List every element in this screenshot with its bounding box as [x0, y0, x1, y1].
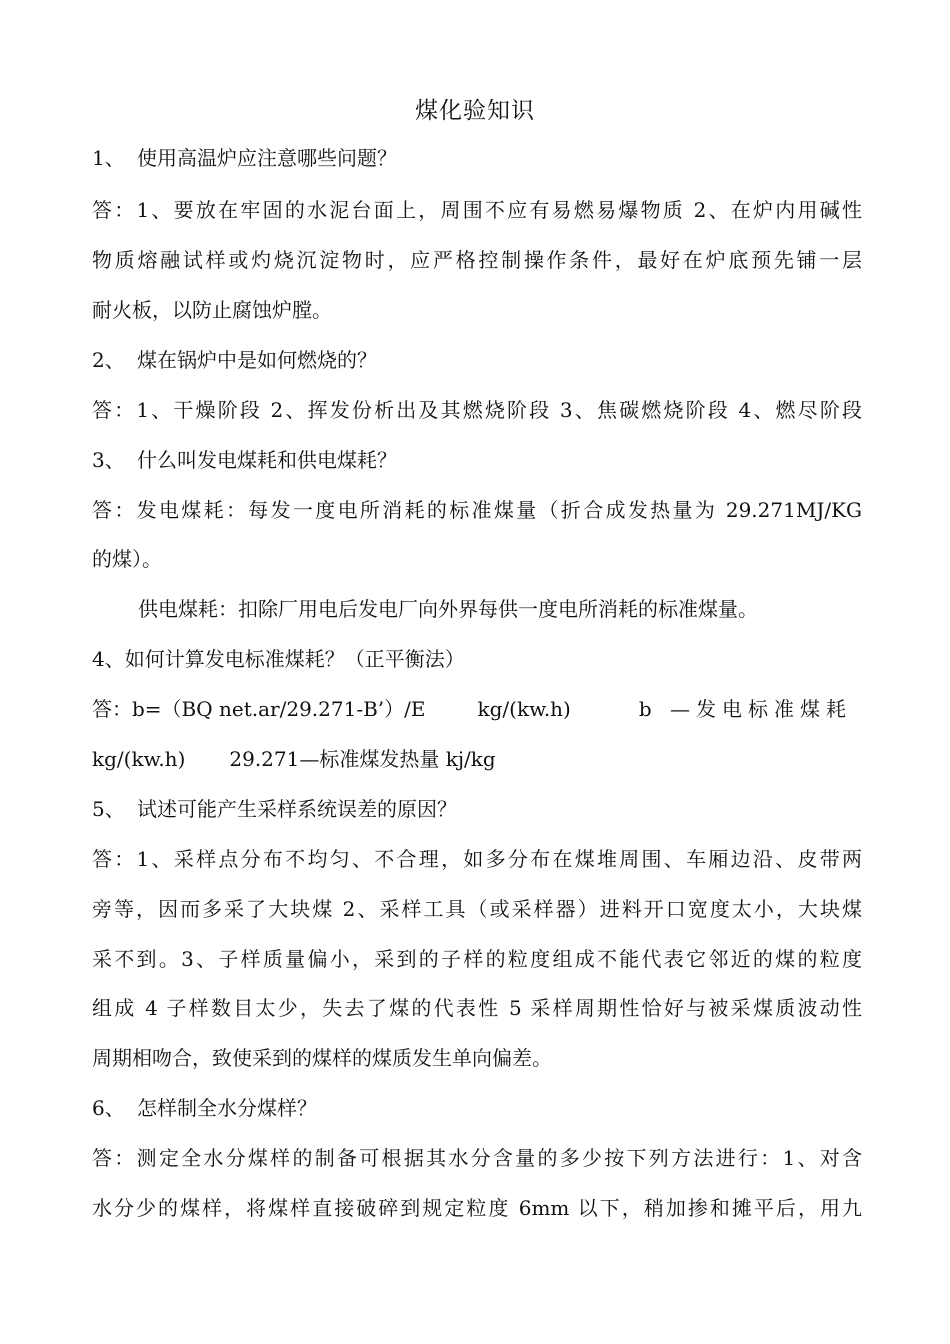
question-number: 3、: [92, 448, 125, 472]
answer-4-definition: 29.271—标准煤发热量 kj/kg: [229, 747, 496, 771]
answer-4-formula: 答：b=（BQ net.ar/29.271-B’）/E: [92, 697, 426, 721]
answer-4-definition: b —发电标准煤耗: [638, 697, 853, 721]
question-text: 试述可能产生采样系统误差的原因？: [137, 797, 457, 821]
question-number: 6、: [92, 1096, 125, 1120]
answer-3-line-3: 供电煤耗：扣除厂用电后发电厂向外界每供一度电所消耗的标准煤量。: [138, 597, 758, 621]
answer-3-line-1: 答：发电煤耗：每发一度电所消耗的标准煤量（折合成发热量为 29.271MJ/KG: [92, 498, 862, 522]
answer-3-line-2: 的煤）。: [92, 547, 162, 571]
question-6: [92, 1095, 862, 1121]
answer-6-line-1: 答：测定全水分煤样的制备可根据其水分含量的多少按下列方法进行：1、对含: [92, 1146, 862, 1170]
question-text: 煤在锅炉中是如何燃烧的？: [137, 348, 377, 372]
answer-4-line-2: [92, 746, 862, 772]
answer-5-line-1: 答：1、采样点分布不均匀、不合理，如多分布在煤堆周围、车厢边沿、皮带两: [92, 847, 862, 871]
question-text: 什么叫发电煤耗和供电煤耗？: [137, 448, 397, 472]
answer-5-line-3: 采不到。3、子样质量偏小，采到的子样的粒度组成不能代表它邻近的煤的粒度: [92, 947, 862, 971]
answer-6-line-2: 水分少的煤样，将煤样直接破碎到规定粒度 6mm 以下，稍加掺和摊平后，用九: [92, 1196, 862, 1220]
question-text: 使用高温炉应注意哪些问题？: [137, 146, 397, 170]
question-number: 5、: [92, 797, 125, 821]
question-1: [92, 145, 862, 171]
answer-5-line-4: 组成 4 子样数目太少，失去了煤的代表性 5 采样周期性恰好与被采煤质波动性: [92, 996, 862, 1020]
question-number: 1、: [92, 146, 125, 170]
document-title: 煤化验知识: [415, 98, 535, 124]
answer-5-line-5: 周期相吻合，致使采到的煤样的煤质发生单向偏差。: [92, 1046, 552, 1070]
answer-1-line-1: 答：1、要放在牢固的水泥台面上，周围不应有易燃易爆物质 2、在炉内用碱性: [92, 198, 862, 222]
question-text: 怎样制全水分煤样？: [137, 1096, 317, 1120]
question-number: 2、: [92, 348, 125, 372]
question-3: [92, 447, 862, 473]
answer-1-line-3: 耐火板，以防止腐蚀炉膛。: [92, 298, 332, 322]
answer-2-line-1: 答：1、干燥阶段 2、挥发份析出及其燃烧阶段 3、焦碳燃烧阶段 4、燃尽阶段: [92, 398, 862, 422]
answer-4-unit: kg/(kw.h): [477, 697, 571, 721]
answer-4-line-1: [92, 696, 862, 722]
question-4: 4、如何计算发电标准煤耗？（正平衡法）: [92, 647, 465, 671]
answer-5-line-2: 旁等，因而多采了大块煤 2、采样工具（或采样器）进料开口宽度太小，大块煤: [92, 897, 862, 921]
question-2: [92, 347, 862, 373]
answer-1-line-2: 物质熔融试样或灼烧沉淀物时，应严格控制操作条件，最好在炉底预先铺一层: [92, 248, 862, 272]
question-5: [92, 796, 862, 822]
answer-4-unit: kg/(kw.h): [92, 747, 186, 771]
